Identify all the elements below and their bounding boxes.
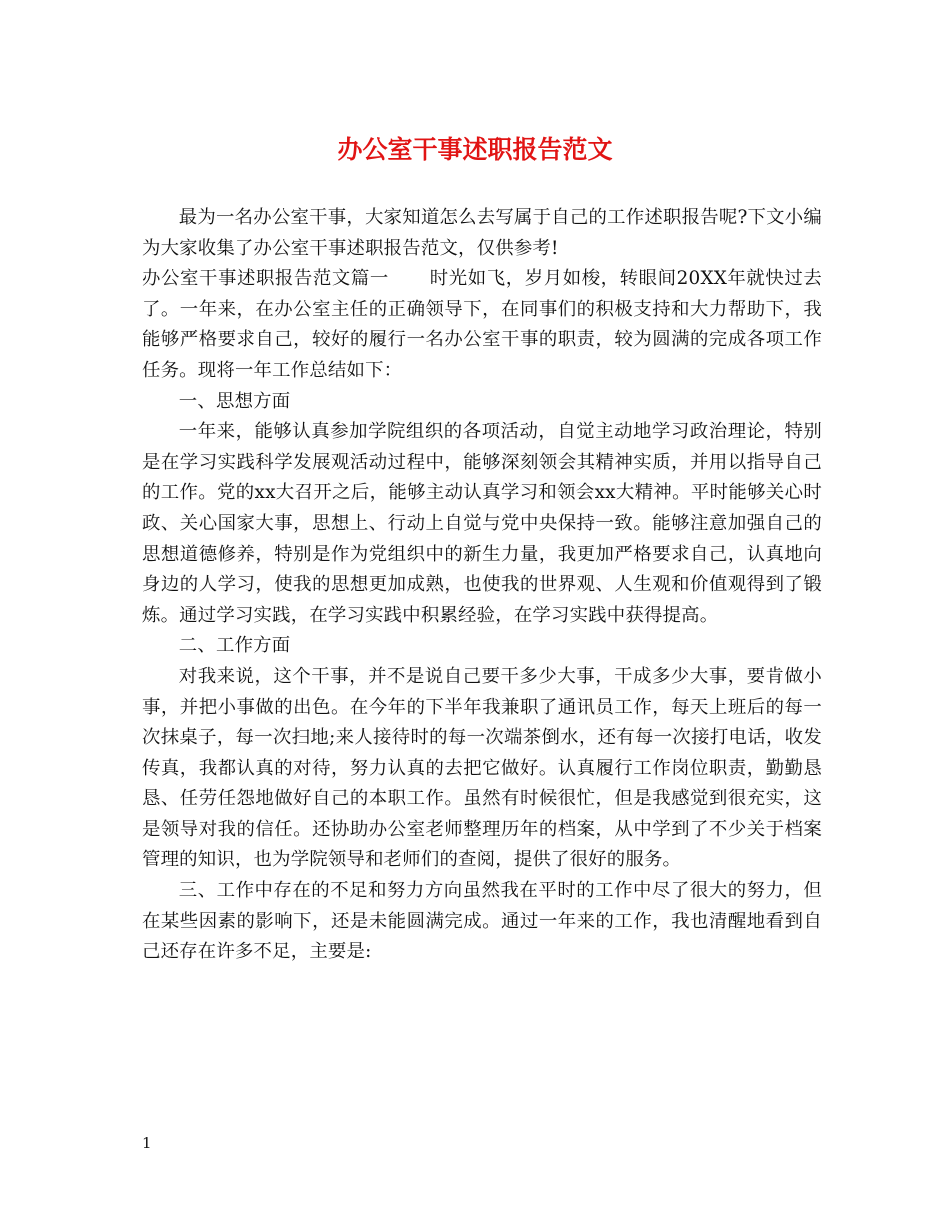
page-number: 1 <box>142 1134 152 1152</box>
shortcomings-paragraph: 三、工作中存在的不足和努力方向虽然我在平时的工作中尽了很大的努力，但在某些因素的影响下，还是未能圆满完成。通过一年来的工作，我也清醒地看到自己还存在许多不足，主要是: <box>142 880 822 963</box>
heading-ideology: 一、思想方面 <box>178 390 291 412</box>
intro-paragraph: 最为一名办公室干事，大家知道怎么去写属于自己的工作述职报告呢?下文小编为大家收集了办公室干事述职报告范文，仅供参考! <box>142 207 822 259</box>
document-body <box>142 203 822 968</box>
heading-work: 二、工作方面 <box>178 635 291 657</box>
work-paragraph: 对我来说，这个干事，并不是说自己要干多少大事，干成多少大事，要肯做小事，并把小事做的出色。在今年的下半年我兼职了通讯员工作，每天上班后的每一次抹桌子，每一次扫地;来人接待时的每一次端茶倒水，还有每一次接打电话，收发传真，我都认真的对待，努力认真的去把它做好。认真履行工作岗位职责，勤勤恳恳、任劳任怨地做好自己的本职工作。虽然有时候很忙，但是我感觉到很充实，这是领导对我的信任。还协助办公室老师整理历年的档案，从中学到了不少关于档案管理的知识，也为学院领导和老师们的查阅，提供了很好的服务。 <box>142 665 822 871</box>
section-text: 时光如飞，岁月如梭，转眼间20XX年就快过去了。一年来，在办公室主任的正确领导下，在同事们的积极支持和大力帮助下，我能够严格要求自己，较好的履行一名办公室干事的职责，较为圆满的完成各项工作任务。现将一年工作总结如下： <box>142 268 822 381</box>
document-title: 办公室干事述职报告范文 <box>337 135 613 164</box>
ideology-paragraph: 一年来，能够认真参加学院组织的各项活动，自觉主动地学习政治理论，特别是在学习实践科学发展观活动过程中，能够深刻领会其精神实质，并用以指导自己的工作。党的xx大召开之后，能够主动认真学习和领会xx大精神。平时能够关心时政、关心国家大事，思想上、行动上自觉与党中央保持一致。能够注意加强自己的思想道德修养，特别是作为党组织中的新生力量，我更加严格要求自己，认真地向身边的人学习，使我的思想更加成熟，也使我的世界观、人生观和价值观得到了锻炼。通过学习实践，在学习实践中积累经验，在学习实践中获得提高。 <box>142 421 822 626</box>
section-heading: 办公室干事述职报告范文篇一 <box>142 268 389 290</box>
section-one-paragraph <box>142 264 822 386</box>
